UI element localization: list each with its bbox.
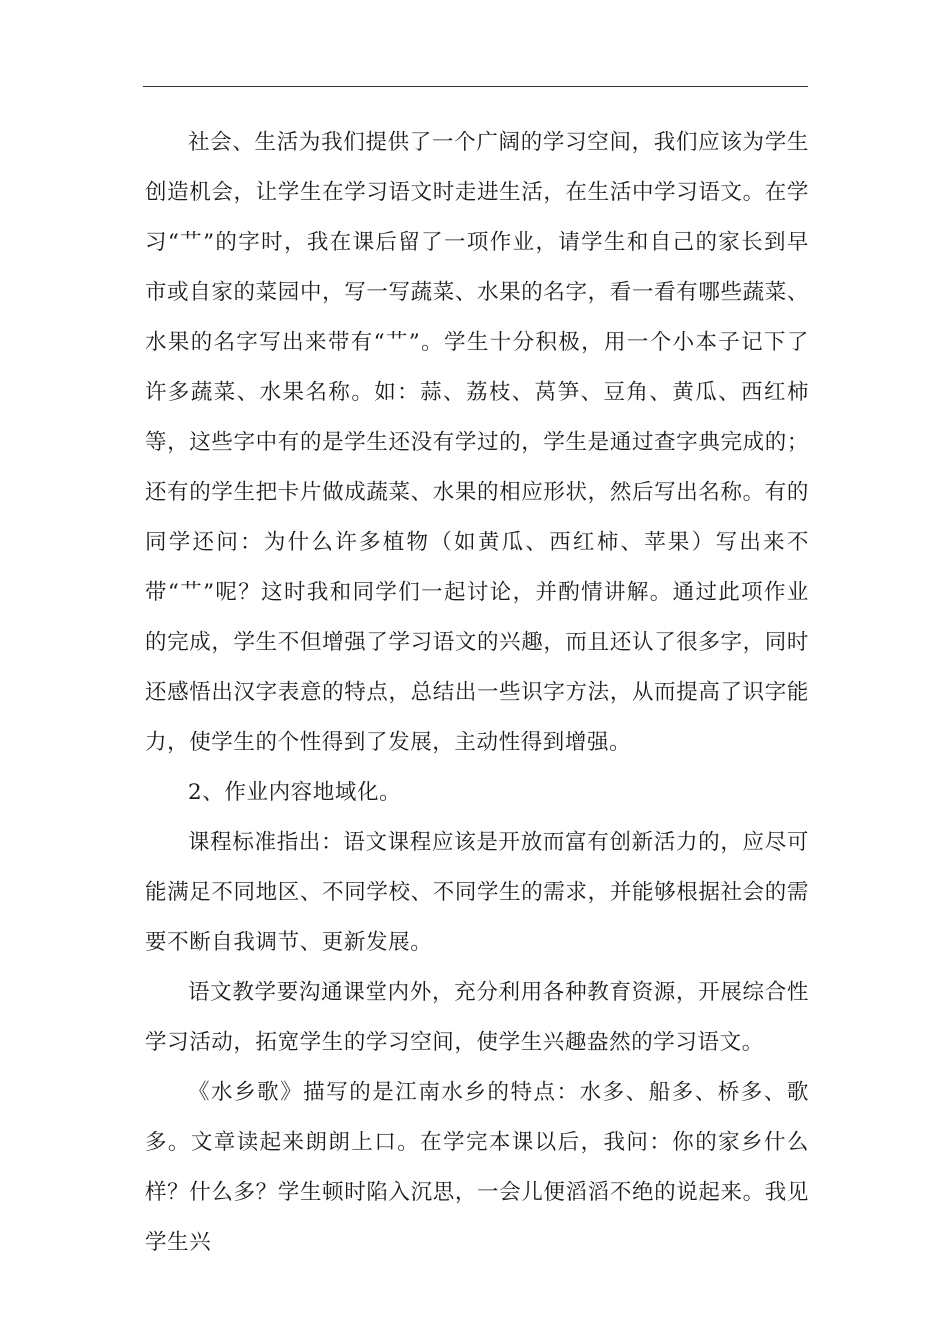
paragraph-life-learning: 社会、生活为我们提供了一个广阔的学习空间，我们应该为学生创造机会，让学生在学习语文时走进生活，在生活中学习语文。在学习“艹”的字时，我在课后留了一项作业，请学生和自己的家长到早市或自家的菜园中，写一写蔬菜、水果的名字，看一看有哪些蔬菜、水果的名字写出来带有“艹”。学生十分积极，用一个小本子记下了许多蔬菜、水果名称。如：蒜、荔枝、莴笋、豆角、黄瓜、西红柿等，这些字中有的是学生还没有学过的，学生是通过查字典完成的；还有的学生把卡片做成蔬菜、水果的相应形状，然后写出名称。有的同学还问：为什么许多植物（如黄瓜、西红柿、苹果）写出来不带“艹”呢？这时我和同学们一起讨论，并酌情讲解。通过此项作业的完成，学生不但增强了学习语文的兴趣，而且还认了很多字，同时还感悟出汉字表意的特点，总结出一些识字方法，从而提高了识字能力，使学生的个性得到了发展，主动性得到增强。: [145, 130, 809, 755]
paragraph-water-town-song: 《水乡歌》描写的是江南水乡的特点：水多、船多、桥多、歌多。文章读起来朗朗上口。在学完本课以后，我问：你的家乡什么样？什么多？学生顿时陷入沉思，一会儿便滔滔不绝的说起来。我见学生兴: [145, 1080, 809, 1255]
paragraph-curriculum-standard: 课程标准指出：语文课程应该是开放而富有创新活力的，应尽可能满足不同地区、不同学校、不同学生的需求，并能够根据社会的需要不断自我调节、更新发展。: [145, 830, 809, 955]
document-body: [145, 118, 809, 1268]
section-heading-homework-localization: 2、作业内容地域化。: [188, 780, 402, 805]
paragraph-classroom-resources: 语文教学要沟通课堂内外，充分利用各种教育资源，开展综合性学习活动，拓宽学生的学习空间，使学生兴趣盎然的学习语文。: [145, 980, 809, 1055]
header-rule: [143, 86, 808, 87]
